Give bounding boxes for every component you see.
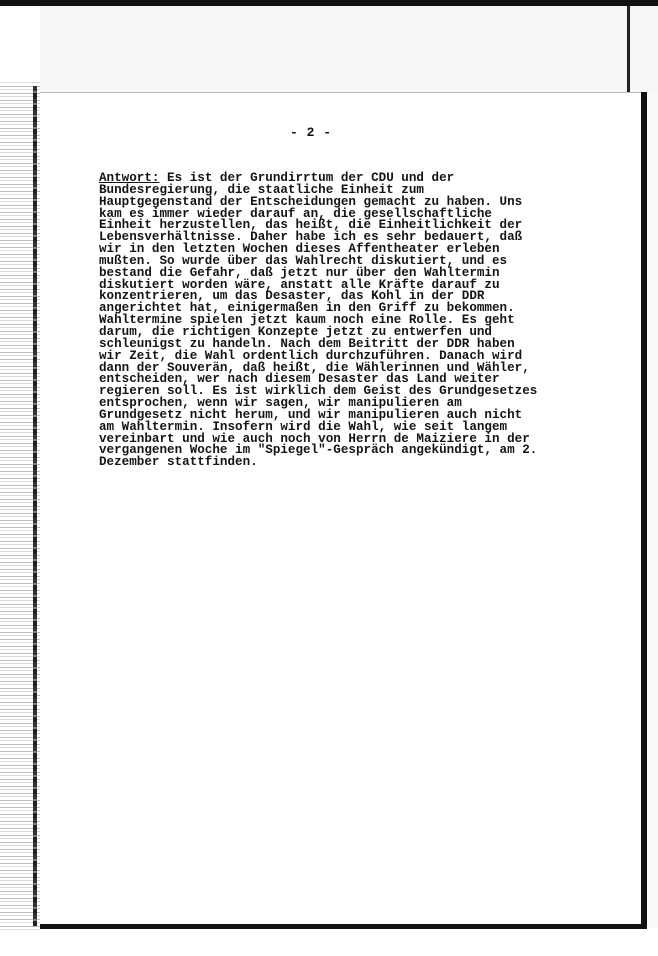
paragraph-line: darum, die richtigen Konzepte jetzt zu entwerfen und xyxy=(99,324,492,339)
paragraph-line: angerichtet hat, einigermaßen in den Griff zu bekommen. xyxy=(99,301,515,316)
paragraph-line: Hauptgegenstand der Entscheidungen gemacht zu haben. Uns xyxy=(99,194,523,209)
paragraph-line-text: Es ist der Grundirrtum der CDU und der xyxy=(159,171,455,185)
paragraph-line: mußten. So wurde über das Wahlrecht diskutiert, und es xyxy=(99,253,508,268)
paragraph-line: Grundgesetz nicht herum, und wir manipulieren auch nicht xyxy=(99,407,523,422)
paragraph-line: am Wahltermin. Insofern wird die Wahl, wie seit langem xyxy=(99,419,508,434)
paragraph-line: Lebensverhältnisse. Daher habe ich es sehr bedauert, daß xyxy=(99,230,523,245)
underlying-sheet-edge xyxy=(627,6,630,92)
underlying-sheet xyxy=(40,6,658,92)
paragraph-line: wir in den letzten Wochen dieses Affentheater erleben xyxy=(99,242,500,257)
paragraph-line: Einheit herzustellen, das heißt, die Einheitlichkeit der xyxy=(99,218,523,233)
paragraph-line: Bundesregierung, die staatliche Einheit zum xyxy=(99,182,424,197)
paragraph-line: vergangenen Woche im "Spiegel"-Gespräch angekündigt, am 2. xyxy=(99,443,538,458)
answer-paragraph xyxy=(99,171,538,470)
paragraph-line: wir Zeit, die Wahl ordentlich durchzuführen. Danach wird xyxy=(99,348,523,363)
paragraph-line: regieren soll. Es ist wirklich dem Geist des Grundgesetzes xyxy=(99,384,538,399)
paragraph-line: bestand die Gefahr, daß jetzt nur über den Wahltermin xyxy=(99,265,500,280)
paragraph-line: diskutiert worden wäre, anstatt alle Kräfte darauf zu xyxy=(99,277,500,292)
paper-left-edge xyxy=(33,86,37,926)
paragraph-line: dann der Souverän, daß heißt, die Wählerinnen und Wähler, xyxy=(99,360,530,375)
answer-label: Antwort: xyxy=(99,171,160,185)
paragraph-line: entscheiden, wer nach diesem Desaster das Land weiter xyxy=(99,372,500,387)
paper-bottom-edge xyxy=(40,924,647,929)
paragraph-line: vereinbart und wie auch noch von Herrn de Maiziere in der xyxy=(99,431,530,446)
paragraph-line: konzentrieren, um das Desaster, das Kohl in der DDR xyxy=(99,289,485,304)
paragraph-line: Dezember stattfinden. xyxy=(99,455,258,470)
scan-right-margin xyxy=(647,92,658,928)
page-number: - 2 - xyxy=(290,125,332,140)
paragraph-line: kam es immer wieder darauf an, die gesellschaftliche xyxy=(99,206,492,221)
paragraph-line: schleunigst zu handeln. Nach dem Beitritt der DDR haben xyxy=(99,336,515,351)
paragraph-line: Wahltermine spielen jetzt kaum noch eine Rolle. Es geht xyxy=(99,313,515,328)
paragraph-line: entsprochen, wenn wir sagen, wir manipulieren am xyxy=(99,396,462,411)
